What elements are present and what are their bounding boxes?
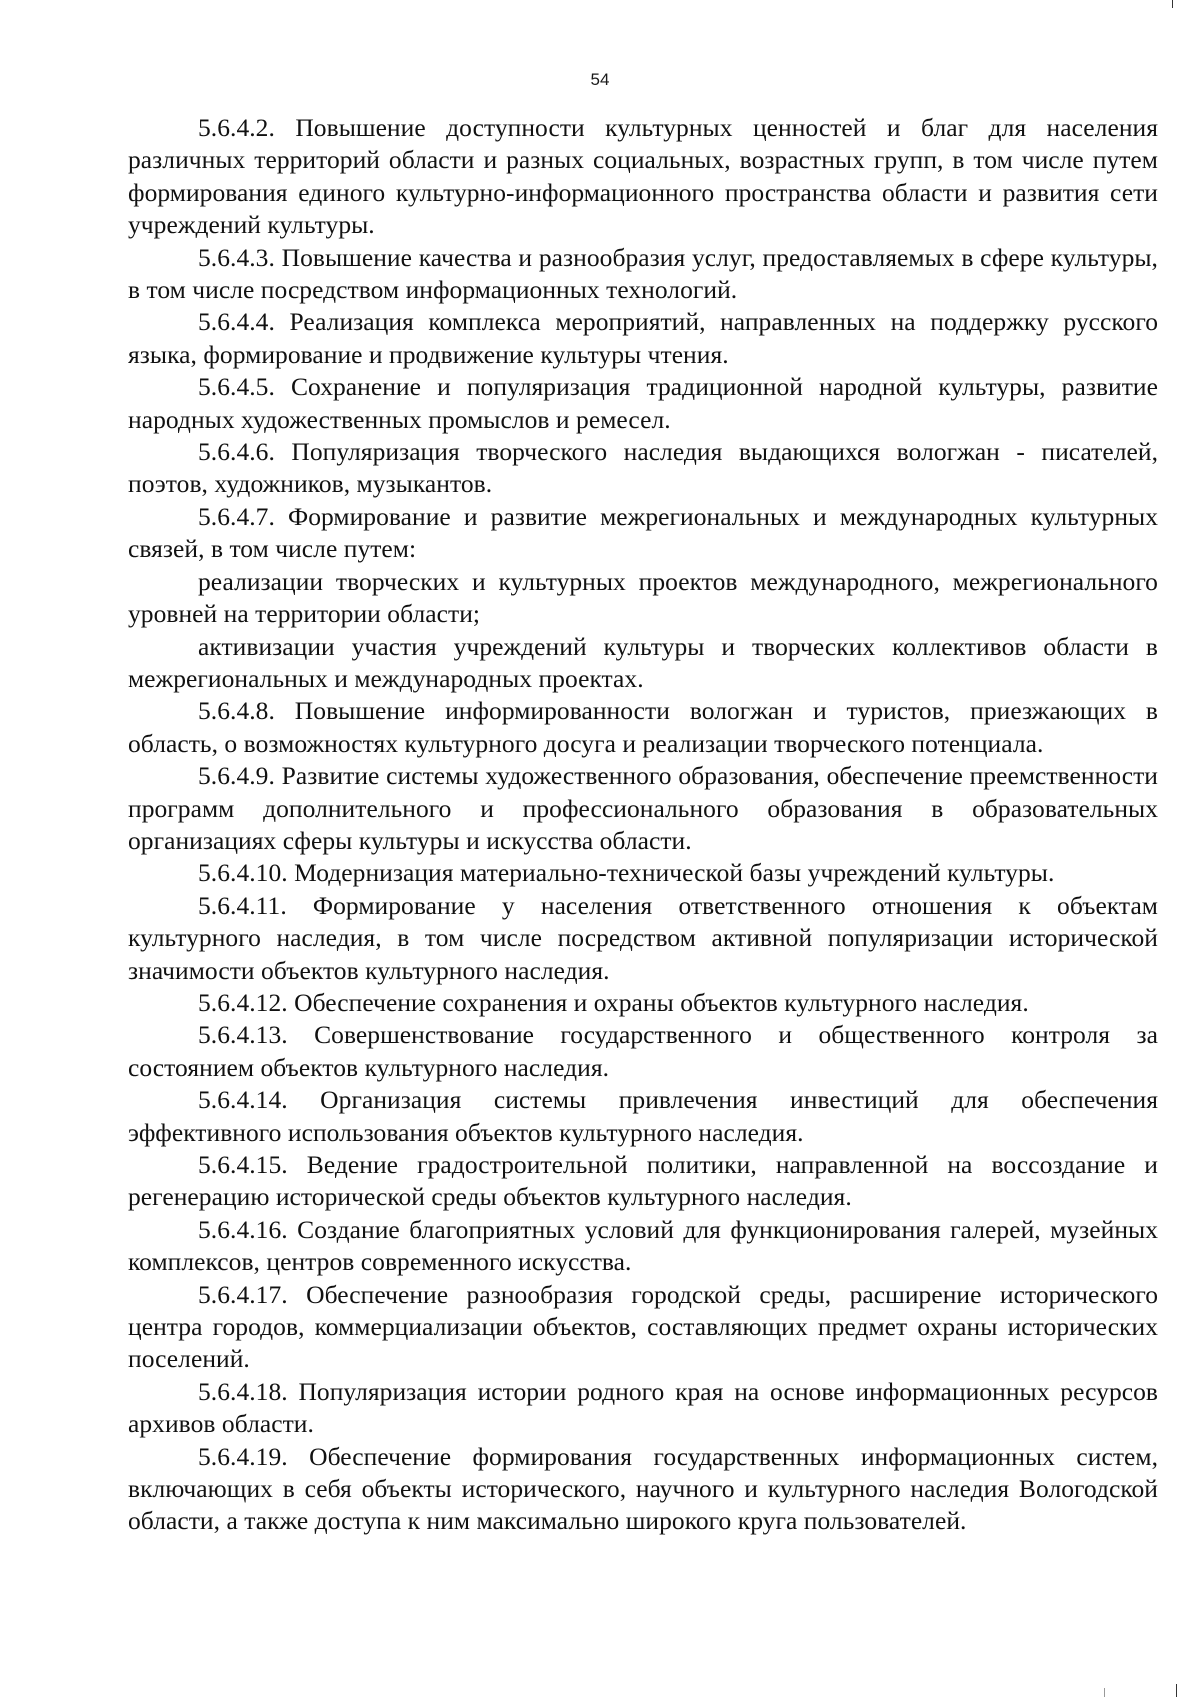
paragraph-5-6-4-5: 5.6.4.5. Сохранение и популяризация традиционной народной культуры, развитие народных художественных промыслов и ремесел. — [128, 372, 1158, 434]
paragraph-5-6-4-8: 5.6.4.8. Повышение информированности вологжан и туристов, приезжающих в область, о возможностях культурного досуга и реализации творческого потенциала. — [128, 696, 1158, 758]
paragraph-5-6-4-15: 5.6.4.15. Ведение градостроительной политики, направленной на воссоздание и регенерацию исторической среды объектов культурного наследия. — [128, 1150, 1158, 1212]
paragraph-5-6-4-3: 5.6.4.3. Повышение качества и разнообразия услуг, предоставляемых в сфере культуры, в том числе посредством информационных технологий. — [128, 242, 1158, 305]
paragraph-5-6-4-6: 5.6.4.6. Популяризация творческого наследия выдающихся вологжан - писателей, поэтов, художников, музыкантов. — [128, 437, 1158, 499]
paragraph-5-6-4-19: 5.6.4.19. Обеспечение формирования государственных информационных систем, включающих в себя объекты исторического, научного и культурного наследия Вологодской области, а также доступа к ним максимально широкого круга пользователей. — [128, 1441, 1158, 1536]
paragraph-5-6-4-16: 5.6.4.16. Создание благоприятных условий для функционирования галерей, музейных комплексов, центров современного искусства. — [128, 1214, 1158, 1277]
paragraph-5-6-4-4: 5.6.4.4. Реализация комплекса мероприятий, направленных на поддержку русского языка, формирование и продвижение культуры чтения. — [128, 307, 1158, 369]
scan-edge-mark-top — [1172, 0, 1173, 8]
paragraph-5-6-4-7-item-2: активизации участия учреждений культуры и творческих коллективов области в межрегиональных и международных проектах. — [128, 631, 1158, 693]
paragraph-5-6-4-11: 5.6.4.11. Формирование у населения ответственного отношения к объектам культурного наследия, в том числе посредством активной популяризации исторической значимости объектов культурного наследия. — [128, 890, 1158, 985]
paragraph-5-6-4-7-item-1: реализации творческих и культурных проектов международного, межрегионального уровней на территории области; — [128, 566, 1158, 629]
paragraph-5-6-4-9: 5.6.4.9. Развитие системы художественного образования, обеспечение преемственности программ дополнительного и профессионального образования в образовательных организациях сферы культуры и искусства области. — [128, 761, 1158, 855]
page-number: 54 — [590, 70, 610, 89]
scan-edge-mark-bottom — [1104, 1688, 1105, 1697]
scan-edge-mark-bottom-right — [1176, 1684, 1177, 1697]
paragraph-5-6-4-13: 5.6.4.13. Совершенствование государственного и общественного контроля за состоянием объектов культурного наследия. — [128, 1020, 1158, 1082]
paragraph-5-6-4-14: 5.6.4.14. Организация системы привлечения инвестиций для обеспечения эффективного использования объектов культурного наследия. — [128, 1085, 1158, 1147]
paragraph-5-6-4-12: 5.6.4.12. Обеспечение сохранения и охраны объектов культурного наследия. — [198, 987, 1029, 1017]
document-body — [128, 112, 1158, 1538]
paragraph-5-6-4-2: 5.6.4.2. Повышение доступности культурных ценностей и благ для населения различных территорий области и разных социальных, возрастных групп, в том числе путем формирования единого культурно-информационного пространства области и развития сети учреждений культуры. — [128, 113, 1158, 240]
paragraph-5-6-4-17: 5.6.4.17. Обеспечение разнообразия городской среды, расширение исторического центра городов, коммерциализации объектов, составляющих предмет охраны исторических поселений. — [128, 1279, 1158, 1374]
paragraph-5-6-4-18: 5.6.4.18. Популяризация истории родного края на основе информационных ресурсов архивов области. — [128, 1376, 1158, 1439]
paragraph-5-6-4-7: 5.6.4.7. Формирование и развитие межрегиональных и международных культурных связей, в том числе путем: — [128, 501, 1158, 564]
paragraph-5-6-4-10: 5.6.4.10. Модернизация материально-технической базы учреждений культуры. — [198, 858, 1055, 888]
